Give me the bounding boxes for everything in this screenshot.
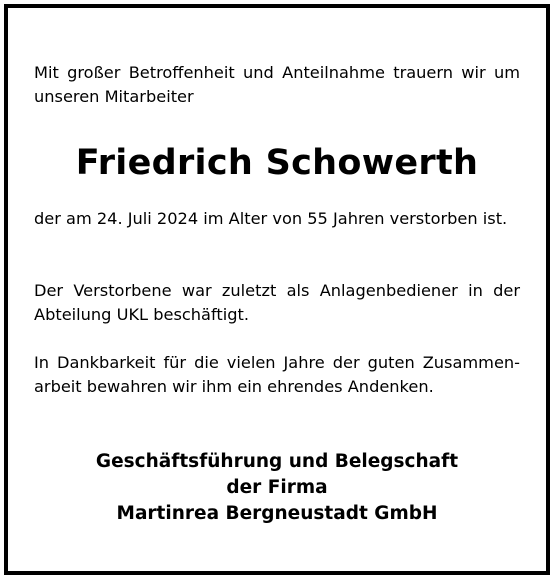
thanks-paragraph <box>34 351 520 399</box>
thanks-line: In Dankbarkeit für die vielen Jahre der guten Zusammen- <box>34 353 520 372</box>
death-date-paragraph: der am 24. Juli 2024 im Alter von 55 Jahren verstorben ist. <box>34 209 508 228</box>
thanks-line: arbeit bewahren wir ihm ein ehrendes Andenken. <box>34 377 434 396</box>
intro-line: unseren Mitarbeiter <box>34 87 194 106</box>
job-line: Abteilung UKL beschäftigt. <box>34 305 249 324</box>
intro-paragraph <box>34 61 520 109</box>
deceased-name: Friedrich Schowerth <box>75 143 479 183</box>
signature-line: Martinrea Bergneustadt GmbH <box>116 503 438 524</box>
intro-line: Mit großer Betroffenheit und Anteilnahme trauern wir um <box>34 63 520 82</box>
job-line: Der Verstorbene war zuletzt als Anlagenbediener in der <box>34 281 520 300</box>
job-paragraph <box>34 279 520 327</box>
signature-line: Geschäftsführung und Belegschaft <box>95 451 459 472</box>
signature-line: der Firma <box>226 477 328 498</box>
notice-border-frame <box>4 4 550 575</box>
signature-block <box>34 449 520 527</box>
